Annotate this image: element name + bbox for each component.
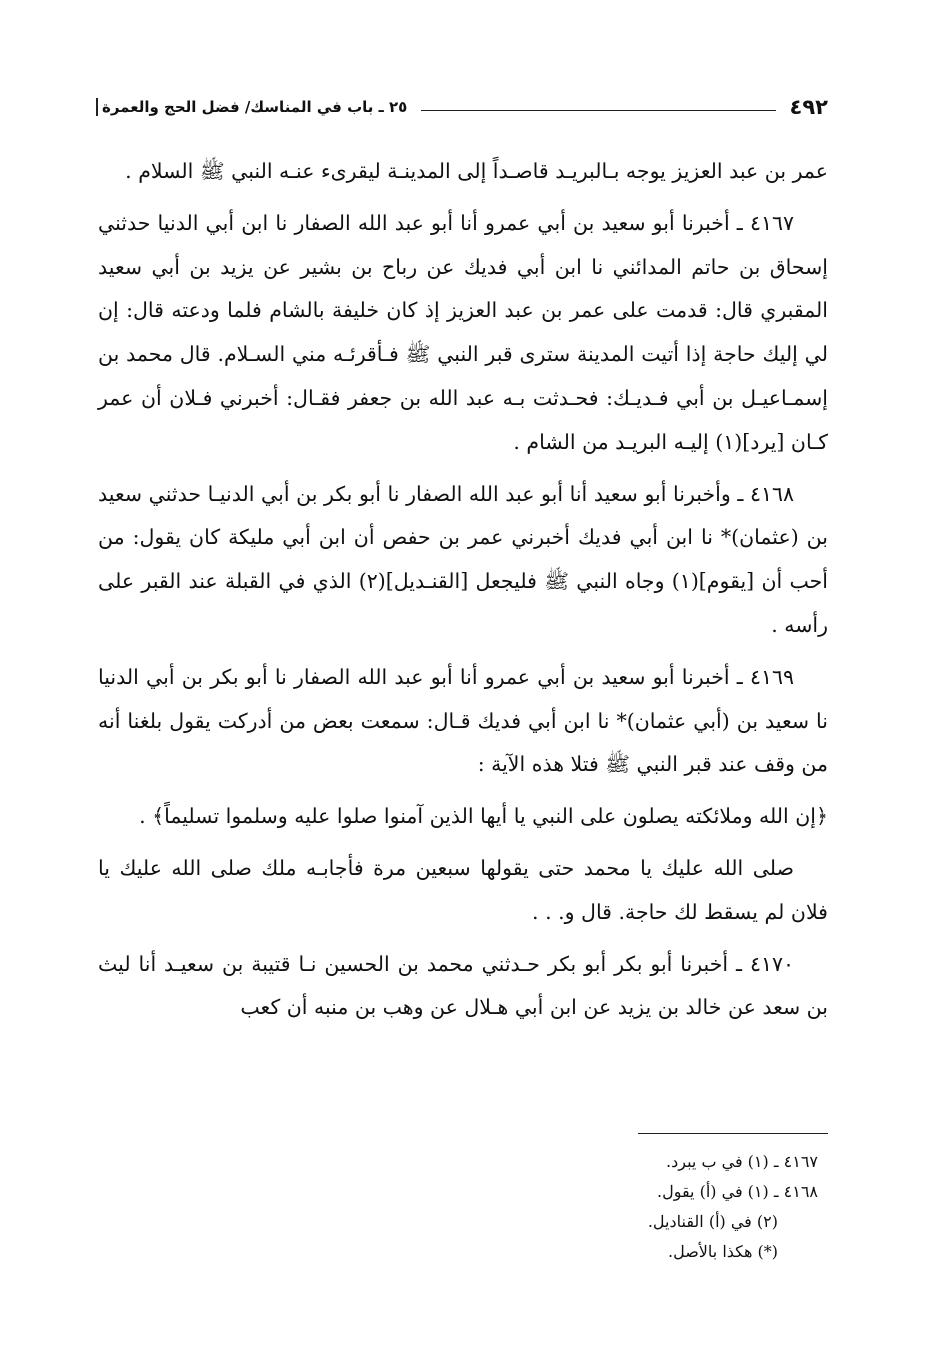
paragraph-hadith-4169: ٤١٦٩ ـ أخبرنا أبو سعيد بن أبي عمرو أنا أبو عبد الله الصفار نا أبو بكر بن أبي الدنيا نا سعيد بن (أبي عثمان)* نا ابن أبي فديك قـال: سمعت بعض من أدركت يقول بلغنا أنه من وقف عند قبر النبي ﷺ فتلا هذه الآية :	[98, 664, 828, 777]
main-text	[98, 150, 828, 1038]
footnote-asterisk: (*) هكذا بالأصل.	[667, 1242, 778, 1261]
footnote-4168-2: (٢) في (أ) القناديل.	[647, 1212, 778, 1231]
footnote-4167-1: ٤١٦٧ ـ (١) في ب يبرد.	[666, 1152, 818, 1171]
footnote-rule	[638, 1133, 828, 1134]
running-title: ٢٥ ـ باب في المناسك/ فضل الحج والعمرة	[96, 98, 407, 116]
running-header	[96, 90, 828, 124]
paragraph-hadith-4167: ٤١٦٧ ـ أخبرنا أبو سعيد بن أبي عمرو أنا أبو عبد الله الصفار نا ابن أبي الدنيا حدثني إسحاق بن حاتم المدائني نا ابن أبي فديك عن رباح بن بشير عن يزيد بن أبي سعيد المقبري قال: قدمت على عمر بن عبد العزيز إذ كان خليفة بالشام فلما ودعته قال: إن لي إليك حاجة إذا أتيت المدينة سترى قبر النبي ﷺ فـأقرئـه مني السـلام. قال محمد بن إسمـاعيـل بن أبي فـديـك: فحـدثت بـه عبد الله بن جعفر فقـال: أخبرني فـلان أن عمر كـان [يرد](١) إليـه البريـد من الشام .	[98, 210, 828, 454]
page-number: ٤٩٢	[789, 95, 828, 119]
header-rule	[421, 110, 775, 111]
paragraph-hadith-4170: ٤١٧٠ ـ أخبرنا أبو بكر أبو بكر حـدثني محمد بن الحسين نـا قتيبة بن سعيـد أنا ليث بن سعد عن خالد بن يزيد عن ابن أبي هـلال عن وهب بن منبه أن كعب	[98, 951, 828, 1020]
paragraph-hadith-4168: ٤١٦٨ ـ وأخبرنا أبو سعيد أنا أبو عبد الله الصفار نا أبو بكر بن أبي الدنيـا حدثني سعيد بن (عثمان)* نا ابن أبي فديك أخبرني عمر بن حفص أن ابن أبي مليكة كان يقول: من أحب أن [يقوم](١) وجاه النبي ﷺ فليجعل [القنـديل](٢) الذي في القبلة عند القبر على رأسه .	[98, 481, 828, 637]
paragraph-quran-verse: ﴿إن الله وملائكته يصلون على النبي يا أيها الذين آمنوا صلوا عليه وسلموا تسليماً﴾ .	[139, 804, 828, 829]
footnote-4168-1: ٤١٦٨ ـ (١) في (أ) يقول.	[656, 1182, 818, 1201]
footnotes	[648, 1147, 818, 1267]
paragraph-salutation: صلى الله عليك يا محمد حتى يقولها سبعين مرة فأجابـه ملك صلى الله عليك يا فلان لم يسقط لك حاجة. قال و. . .	[98, 855, 828, 924]
paragraph-continuation: عمر بن عبد العزيز يوجه بـالبريـد قاصـداً إلى المدينـة ليقرىء عنـه النبي ﷺ السلام .	[125, 159, 828, 183]
